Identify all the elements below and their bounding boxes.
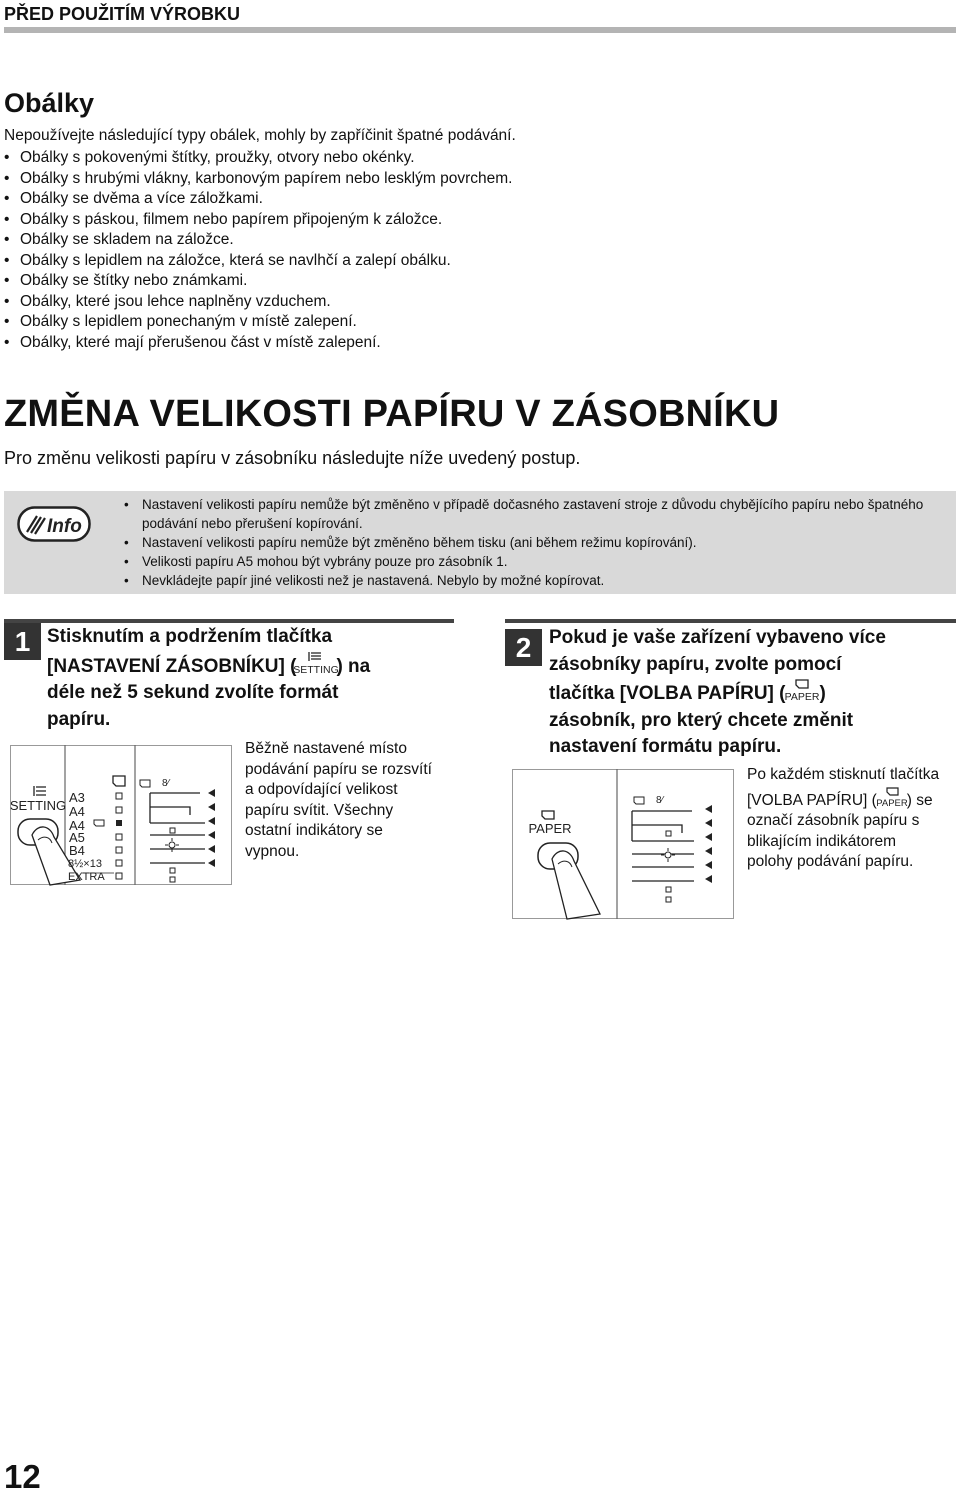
- step1-number: 1: [4, 623, 41, 660]
- paper-icon: [877, 786, 907, 808]
- svg-text:SETTING: SETTING: [293, 663, 340, 676]
- setting-icon: [293, 651, 340, 676]
- paper-icon: [785, 678, 819, 702]
- info-list: [124, 495, 944, 590]
- list-item: • Obálky se skladem na záložce.: [4, 230, 512, 251]
- svg-text:PAPER: PAPER: [876, 797, 908, 809]
- list-item: • Obálky s lepidlem ponechaným v místě zalepení.: [4, 312, 512, 333]
- info-item: • Nevkládejte papír jiné velikosti než je nastavená. Nebylo by možné kopírovat.: [124, 571, 944, 590]
- page-number: 12: [4, 1458, 41, 1495]
- info-label: Info: [47, 516, 82, 537]
- list-item: • Obálky, které jsou lehce naplněny vzduchem.: [4, 292, 512, 313]
- size-label: A3: [69, 790, 85, 805]
- info-icon: [17, 506, 91, 542]
- svg-text:8⁄: 8⁄: [162, 778, 170, 789]
- size-label: B4: [69, 843, 85, 858]
- section-subtitle: Pro změnu velikosti papíru v zásobníku následujte níže uvedený postup.: [4, 448, 581, 468]
- list-item: • Obálky s pokovenými štítky, proužky, otvory nebo okénky.: [4, 148, 512, 169]
- section-title: ZMĚNA VELIKOSTI PAPÍRU V ZÁSOBNÍKU: [4, 393, 780, 435]
- list-item: • Obálky se dvěma a více záložkami.: [4, 189, 512, 210]
- list-item: • Obálky s páskou, filmem nebo papírem připojeným k záložce.: [4, 210, 512, 231]
- svg-text:PAPER: PAPER: [528, 821, 572, 836]
- list-item: • Obálky se štítky nebo známkami.: [4, 271, 512, 292]
- size-label: A5: [69, 830, 85, 845]
- envelopes-heading: Obálky: [4, 88, 95, 118]
- list-item: • Obálky, které mají přerušenou část v místě zalepení.: [4, 333, 512, 354]
- step2-panel-illustration: [512, 769, 734, 919]
- step1-panel-illustration: [10, 745, 232, 885]
- size-label: A4: [69, 804, 85, 819]
- size-label: A4: [69, 818, 85, 833]
- page-header: [4, 0, 956, 30]
- envelopes-intro: Nepoužívejte následující typy obálek, mohly by zapříčinit špatné podávání.: [4, 127, 516, 144]
- step1-note: Běžně nastavené místo podávání papíru se rozsvítí a odpovídající velikost papíru svítit. Všechny ostatní indikátory se vypnou.: [245, 740, 432, 860]
- info-item: • Nastavení velikosti papíru nemůže být změněno v případě dočasného zastavení stroje z důvodu chybějícího papíru nebo špatného podávání nebo přerušení kopírování.: [124, 495, 944, 533]
- step2-note: Po každém stisknutí tlačítka [VOLBA PAPÍRU] ( PAPER ) se označí zásobník papíru s blikajícím indikátorem polohy podávání papíru.: [747, 766, 940, 870]
- info-item: • Velikosti papíru A5 mohou být vybrány pouze pro zásobník 1.: [124, 552, 944, 571]
- size-label: EXTRA: [68, 871, 105, 883]
- step2-number: 2: [505, 629, 542, 666]
- envelopes-list: [4, 148, 512, 353]
- svg-text:8⁄: 8⁄: [656, 795, 664, 806]
- list-item: • Obálky s hrubými vlákny, karbonovým papírem nebo lesklým povrchem.: [4, 169, 512, 190]
- svg-text:PAPER: PAPER: [785, 691, 820, 703]
- info-box: [4, 491, 956, 594]
- header-rule: [4, 27, 956, 33]
- step1-rule: [4, 619, 454, 623]
- size-label: 8½×13: [68, 858, 102, 870]
- header-title: PŘED POUŽITÍM VÝROBKU: [4, 4, 241, 24]
- step2-rule: [505, 619, 956, 623]
- info-item: • Nastavení velikosti papíru nemůže být změněno během tisku (ani během režimu kopírování).: [124, 533, 944, 552]
- svg-text:SETTING: SETTING: [9, 798, 67, 813]
- list-item: • Obálky s lepidlem na záložce, která se navlhčí a zalepí obálku.: [4, 251, 512, 272]
- step1-title: Stisknutím a podržením tlačítka [NASTAVENÍ ZÁSOBNÍKU] ( SETTING ) na déle než 5 sekund zvolíte formát papíru.: [47, 626, 371, 730]
- step2-title: Pokud je vaše zařízení vybaveno více zásobníky papíru, zvolte pomocí tlačítka [VOLBA PAPÍRU] ( PAPER ) zásobník, pro který chcete změnit nastavení formátu papíru.: [549, 627, 886, 757]
